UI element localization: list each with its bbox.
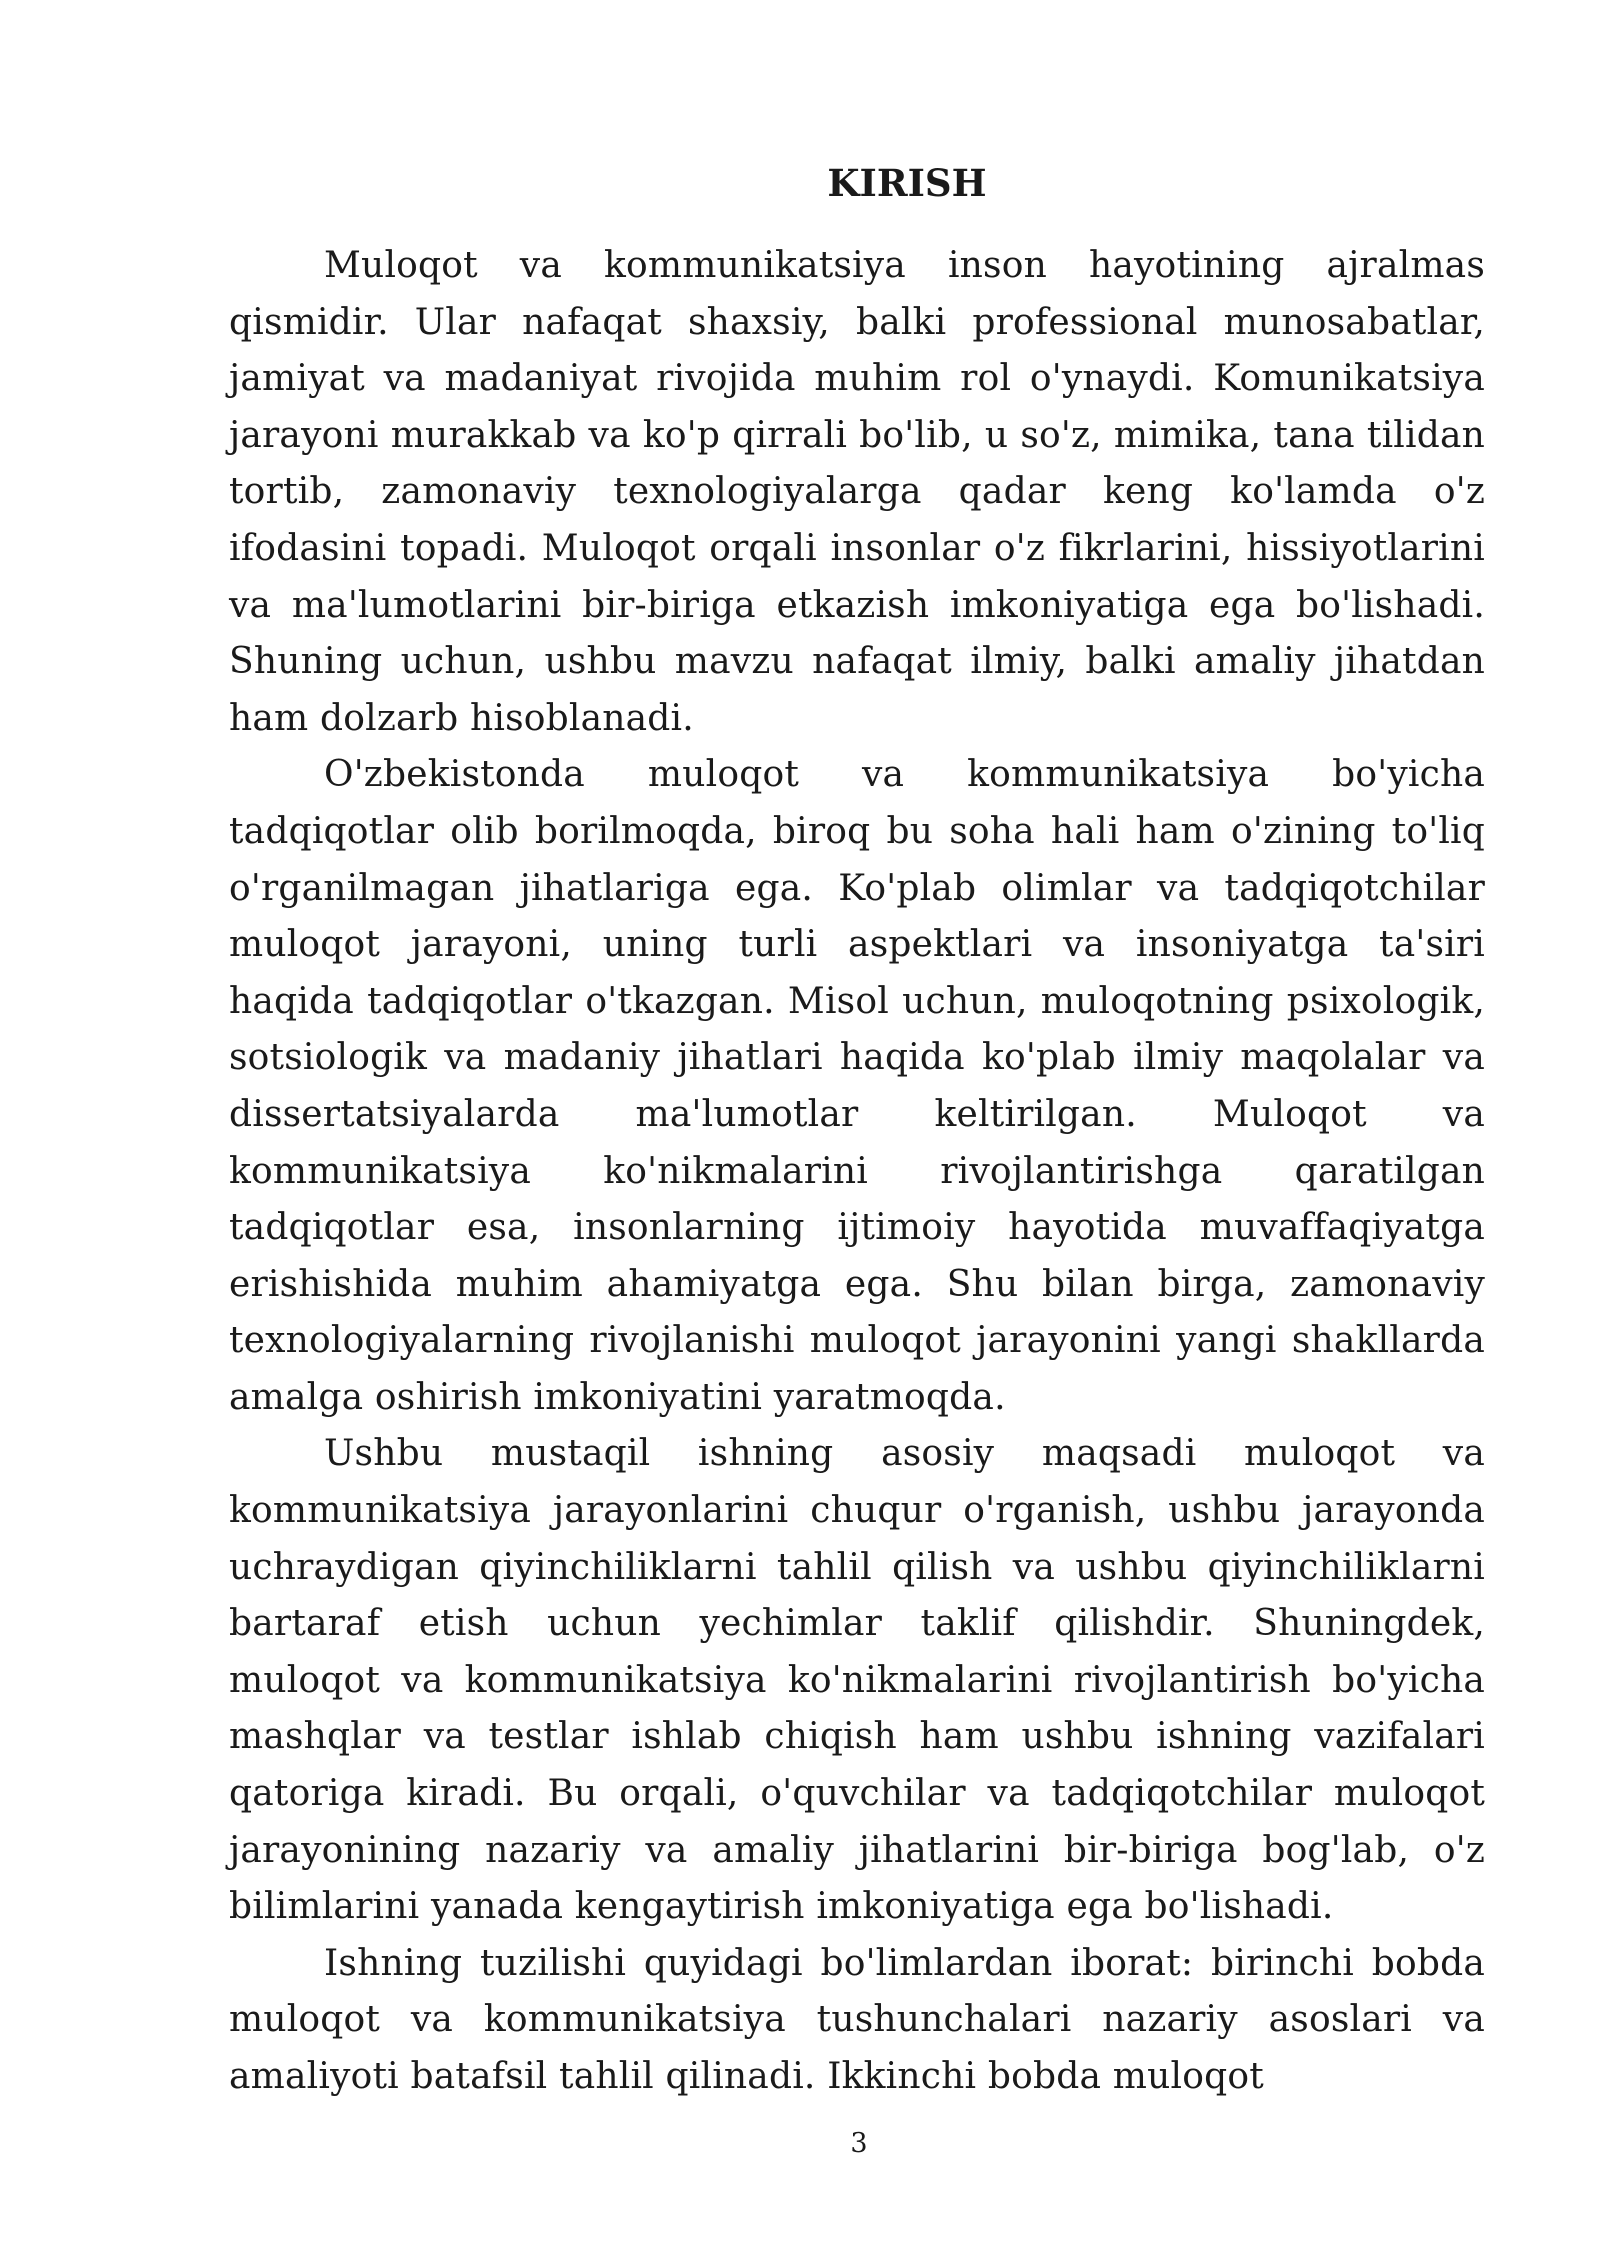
paragraph-2: O'zbekistonda muloqot va kommunikatsiya bo'yicha tadqiqotlar olib borilmoqda, biroq bu soha hali ham o'zining to'liq o'rganilmagan jihatlariga ega. Ko'plab olimlar va tadqiqotchilar muloqot jarayoni, uning turli aspektlari va insoniyatga ta'siri haqida tadqiqotlar o'tkazgan. Misol uchun, muloqotning psixologik, sotsiologik va madaniy jihatlari haqida ko'plab ilmiy maqolalar va dissertatsiyalarda ma'lumotlar keltirilgan. Muloqot va kommunikatsiya ko'nikmalarini rivojlantirishga qaratilgan tadqiqotlar esa, insonlarning ijtimoiy hayotida muvaffaqiyatga erishishida muhim ahamiyatga ega. Shu bilan birga, zamonaviy texnologiyalarning rivojlanishi muloqot jarayonini yangi shakllarda amalga oshirish imkoniyatini yaratmoqda. <box>229 754 1485 1418</box>
paragraph-3: Ushbu mustaqil ishning asosiy maqsadi muloqot va kommunikatsiya jarayonlarini chuqur o'rganish, ushbu jarayonda uchraydigan qiyinchiliklarni tahlil qilish va ushbu qiyinchiliklarni bartaraf etish uchun yechimlar taklif qilishdir. Shuningdek, muloqot va kommunikatsiya ko'nikmalarini rivojlantirish bo'yicha mashqlar va testlar ishlab chiqish ham ushbu ishning vazifalari qatoriga kiradi. Bu orqali, o'quvchilar va tadqiqotchilar muloqot jarayonining nazariy va amaliy jihatlarini bir-biriga bog'lab, o'z bilimlarini yanada kengaytirish imkoniyatiga ega bo'lishadi. <box>229 1433 1485 1928</box>
page-content <box>229 150 1485 2106</box>
section-title: KIRISH <box>827 161 987 205</box>
paragraph-1: Muloqot va kommunikatsiya inson hayotining ajralmas qismidir. Ular nafaqat shaxsiy, balki professional munosabatlar, jamiyat va madaniyat rivojida muhim rol o'ynaydi. Komunikatsiya jarayoni murakkab va ko'p qirrali bo'lib, u so'z, mimika, tana tilidan tortib, zamonaviy texnologiyalarga qadar keng ko'lamda o'z ifodasini topadi. Muloqot orqali insonlar o'z fikrlarini, hissiyotlarini va ma'lumotlarini bir-biriga etkazish imkoniyatiga ega bo'lishadi. Shuning uchun, ushbu mavzu nafaqat ilmiy, balki amaliy jihatdan ham dolzarb hisoblanadi. <box>229 245 1485 739</box>
paragraph-4: Ishning tuzilishi quyidagi bo'limlardan iborat: birinchi bobda muloqot va kommunikatsiya tushunchalari nazariy asoslari va amaliyoti batafsil tahlil qilinadi. Ikkinchi bobda muloqot <box>229 1942 1485 2097</box>
page-number: 3 <box>850 2128 868 2159</box>
